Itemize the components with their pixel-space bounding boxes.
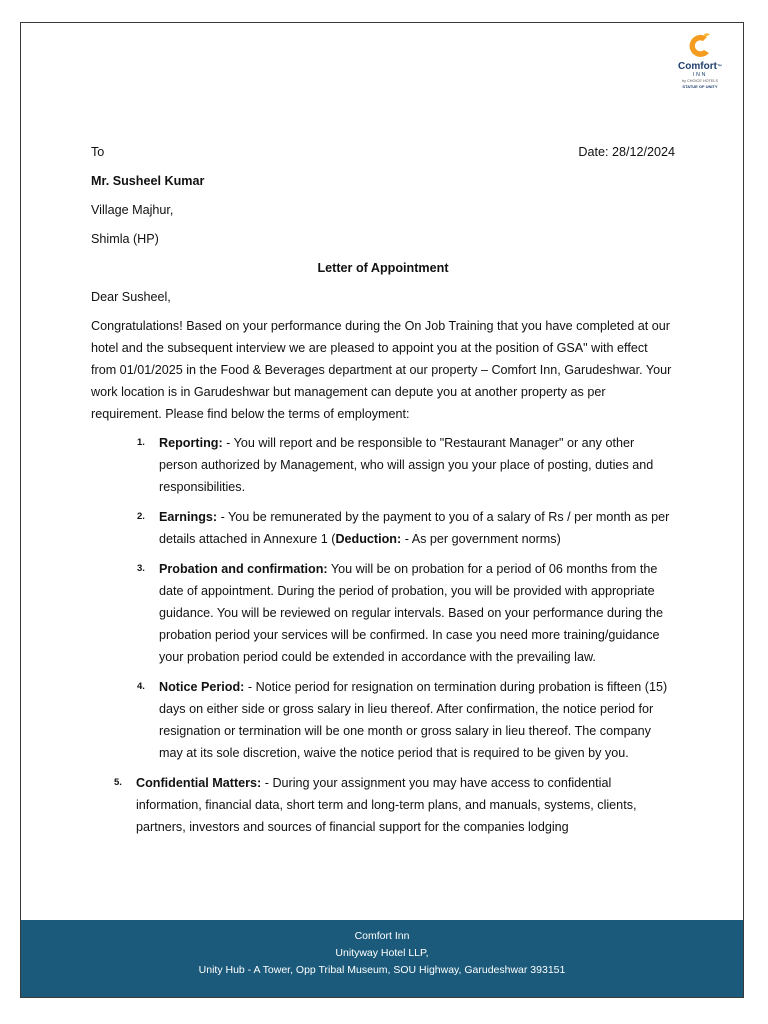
term-number: 2.: [137, 511, 145, 522]
header-row: [91, 141, 675, 163]
term-item: [137, 676, 675, 764]
recipient-name: Mr. Susheel Kumar: [91, 174, 205, 188]
term-heading: Probation and confirmation:: [159, 562, 328, 576]
term-text: - Notice period for resignation on termination during probation is fifteen (15) days on either side or gross salary in lieu thereof. After confirmation, the notice period for resignation or termination will be one month or gross salary in lieu thereof. The company may at its sole discretion, waive the notice period that is required to be given by you.: [159, 680, 668, 760]
to-label: To: [91, 145, 105, 159]
letter-footer: [21, 920, 743, 997]
term-number: 3.: [137, 563, 145, 574]
recipient-address-line1: Village Majhur,: [91, 203, 174, 217]
term-heading: Confidential Matters:: [136, 776, 262, 790]
footer-address: Unity Hub - A Tower, Opp Tribal Museum, SOU Highway, Garudeshwar 393151: [198, 964, 566, 976]
intro-paragraph: Congratulations! Based on your performance during the On Job Training that you have completed at our hotel and the subsequent interview we are pleased to appoint you at the position of GSA" with effect from 01/01/2025 in the Food & Beverages department at our property – Comfort Inn, Garudeshwar. Your work location is in Garudeshwar but management can depute you at another property as per requirement. Please find below the terms of employment:: [91, 319, 672, 421]
letter-title: Letter of Appointment: [317, 261, 449, 275]
term-subheading: Deduction:: [335, 532, 402, 546]
term-text: - You will report and be responsible to "Restaurant Manager" or any other person authorized by Management, who will assign you your place of posting, duties and responsibilities.: [159, 436, 654, 494]
term-text: - During your assignment you may have access to confidential information, financial data, short term and long-term plans, and manuals, systems, clients, partners, investors and sources of financial support for the companies lodging: [136, 776, 637, 834]
letter-page: [20, 22, 744, 998]
term-heading: Reporting:: [159, 436, 223, 450]
term-number: 5.: [114, 777, 122, 788]
term-item: [137, 432, 675, 498]
term-item: [137, 558, 675, 668]
comfort-c-icon: [685, 31, 715, 61]
logo-location: STATUE OF UNITY: [682, 84, 718, 89]
letter-body: [91, 141, 675, 846]
letter-date: Date: 28/12/2024: [578, 145, 675, 159]
logo-brand: Comfort™: [678, 61, 722, 72]
footer-entity: Unityway Hotel LLP,: [335, 947, 429, 959]
term-item: [114, 772, 675, 838]
footer-company: Comfort Inn: [354, 930, 410, 942]
salutation: Dear Susheel,: [91, 290, 171, 304]
recipient-address-line2: Shimla (HP): [91, 232, 159, 246]
logo-inn: INN: [693, 72, 707, 78]
term-number: 1.: [137, 437, 145, 448]
term-heading: Notice Period:: [159, 680, 245, 694]
term-item: [137, 506, 675, 550]
term-text: You will be on probation for a period of 06 months from the date of appointment. During the period of probation, you will be provided with appropriate guidance. You will be reviewed on regular intervals. Based on your performance during the probation period your services will be confirmed. In case you need more training/guidance your probation period could be extended in accordance with the prevailing law.: [159, 562, 664, 664]
comfort-inn-logo: [673, 31, 727, 111]
term-number: 4.: [137, 681, 145, 692]
term-heading: Earnings:: [159, 510, 218, 524]
logo-sub: by CHOICE HOTELS: [681, 79, 719, 83]
term-text: - As per government norms): [401, 532, 561, 546]
term-text: - You be remunerated by the payment to you of a salary of Rs / per month as per details attached in Annexure 1 (: [159, 510, 670, 546]
terms-list: [91, 432, 675, 838]
